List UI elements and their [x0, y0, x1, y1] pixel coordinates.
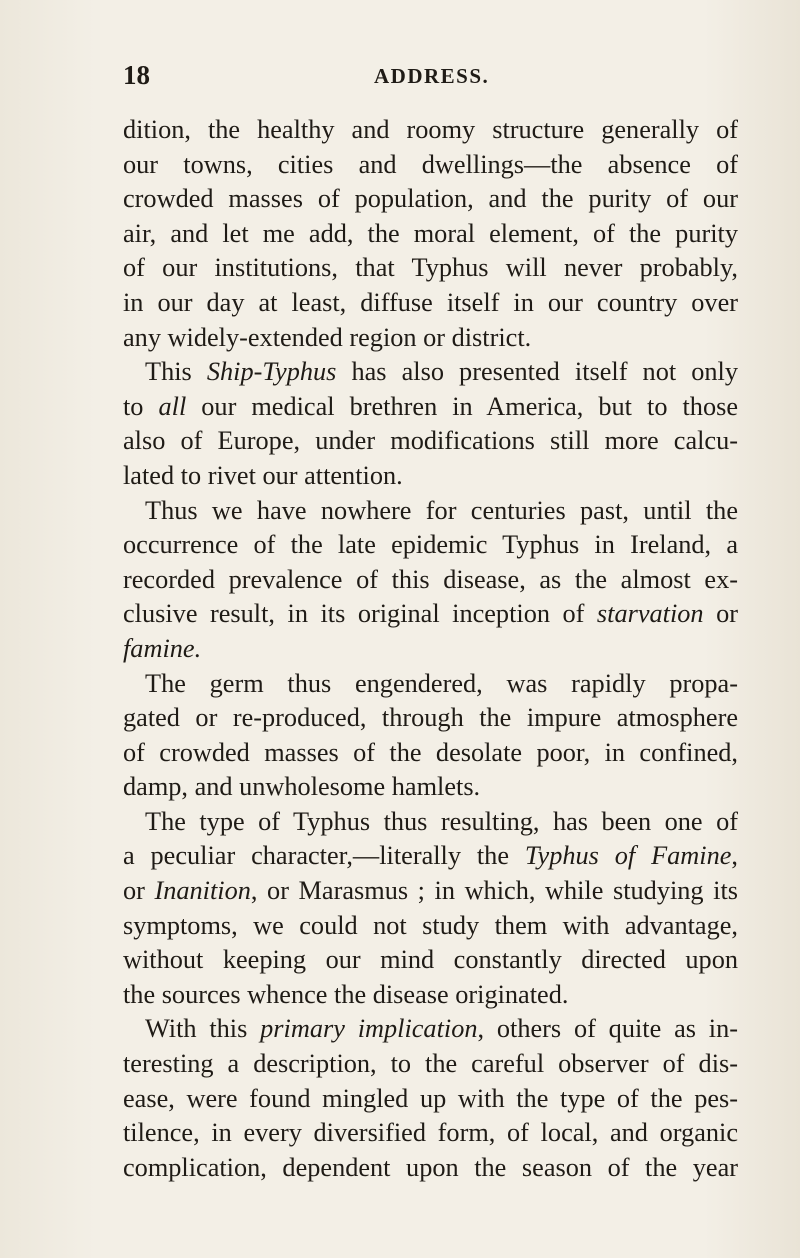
text-line: or Inanition, or Marasmus ; in which, while studying its	[123, 876, 738, 906]
page-number: 18	[123, 60, 150, 90]
running-head: ADDRESS.	[374, 64, 490, 88]
text-line: With this primary implication, others of quite as in-	[145, 1014, 738, 1044]
text-line: any widely-extended region or district.	[123, 322, 532, 352]
text-line: This Ship-Typhus has also presented itself not only	[145, 357, 738, 387]
text-line: in our day at least, diffuse itself in our country over	[123, 287, 738, 317]
text-line: also of Europe, under modifications still more calcu-	[123, 426, 738, 456]
italic-term: all	[158, 391, 187, 421]
text-line	[123, 632, 738, 667]
text-line: gated or re-produced, through the impure atmosphere	[123, 703, 738, 733]
text-line: occurrence of the late epidemic Typhus in Ireland, a	[123, 530, 738, 560]
italic-term: Inanition	[154, 876, 251, 906]
text-line: The type of Typhus thus resulting, has been one of	[145, 806, 738, 836]
italic-term: starvation	[596, 599, 704, 629]
body-text	[123, 113, 738, 1185]
text-line: tilence, in every diversified form, of local, and organic	[123, 1118, 738, 1148]
text-line: crowded masses of population, and the purity of our	[123, 184, 738, 214]
text-line: Thus we have nowhere for centuries past, until the	[145, 495, 738, 525]
text-line: recorded prevalence of this disease, as the almost ex-	[123, 564, 738, 594]
text-line: teresting a description, to the careful observer of dis-	[123, 1049, 738, 1079]
text-line: dition, the healthy and roomy structure generally of	[123, 115, 738, 144]
italic-term: Ship-Typhus	[206, 357, 337, 387]
text-line: our towns, cities and dwellings—the absence of	[123, 149, 738, 179]
italic-term: famine.	[123, 633, 202, 663]
text-line: of crowded masses of the desolate poor, in confined,	[123, 737, 738, 767]
text-line: to all our medical brethren in America, but to those	[123, 391, 739, 421]
text-line: damp, and unwholesome hamlets.	[123, 772, 481, 802]
text-line: of our institutions, that Typhus will never probably,	[123, 253, 738, 283]
text-line: the sources whence the disease originated.	[123, 979, 569, 1009]
italic-term: primary implication	[260, 1014, 478, 1044]
text-line: symptoms, we could not study them with advantage,	[123, 910, 738, 940]
text-line: lated to rivet our attention.	[123, 460, 403, 490]
text-line: ease, were found mingled up with the type of the pes-	[123, 1083, 738, 1113]
page-header	[123, 60, 738, 94]
text-line: complication, dependent upon the season of the year	[123, 1152, 738, 1182]
text-line: without keeping our mind constantly directed upon	[123, 945, 738, 975]
text-line: The germ thus engendered, was rapidly propa-	[145, 668, 738, 698]
text-line: air, and let me add, the moral element, of the purity	[123, 218, 738, 248]
text-line: clusive result, in its original inception of starvation or	[123, 599, 738, 629]
text-line: a peculiar character,—literally the Typhus of Famine,	[123, 841, 738, 871]
italic-term: Typhus of Famine	[524, 841, 732, 871]
